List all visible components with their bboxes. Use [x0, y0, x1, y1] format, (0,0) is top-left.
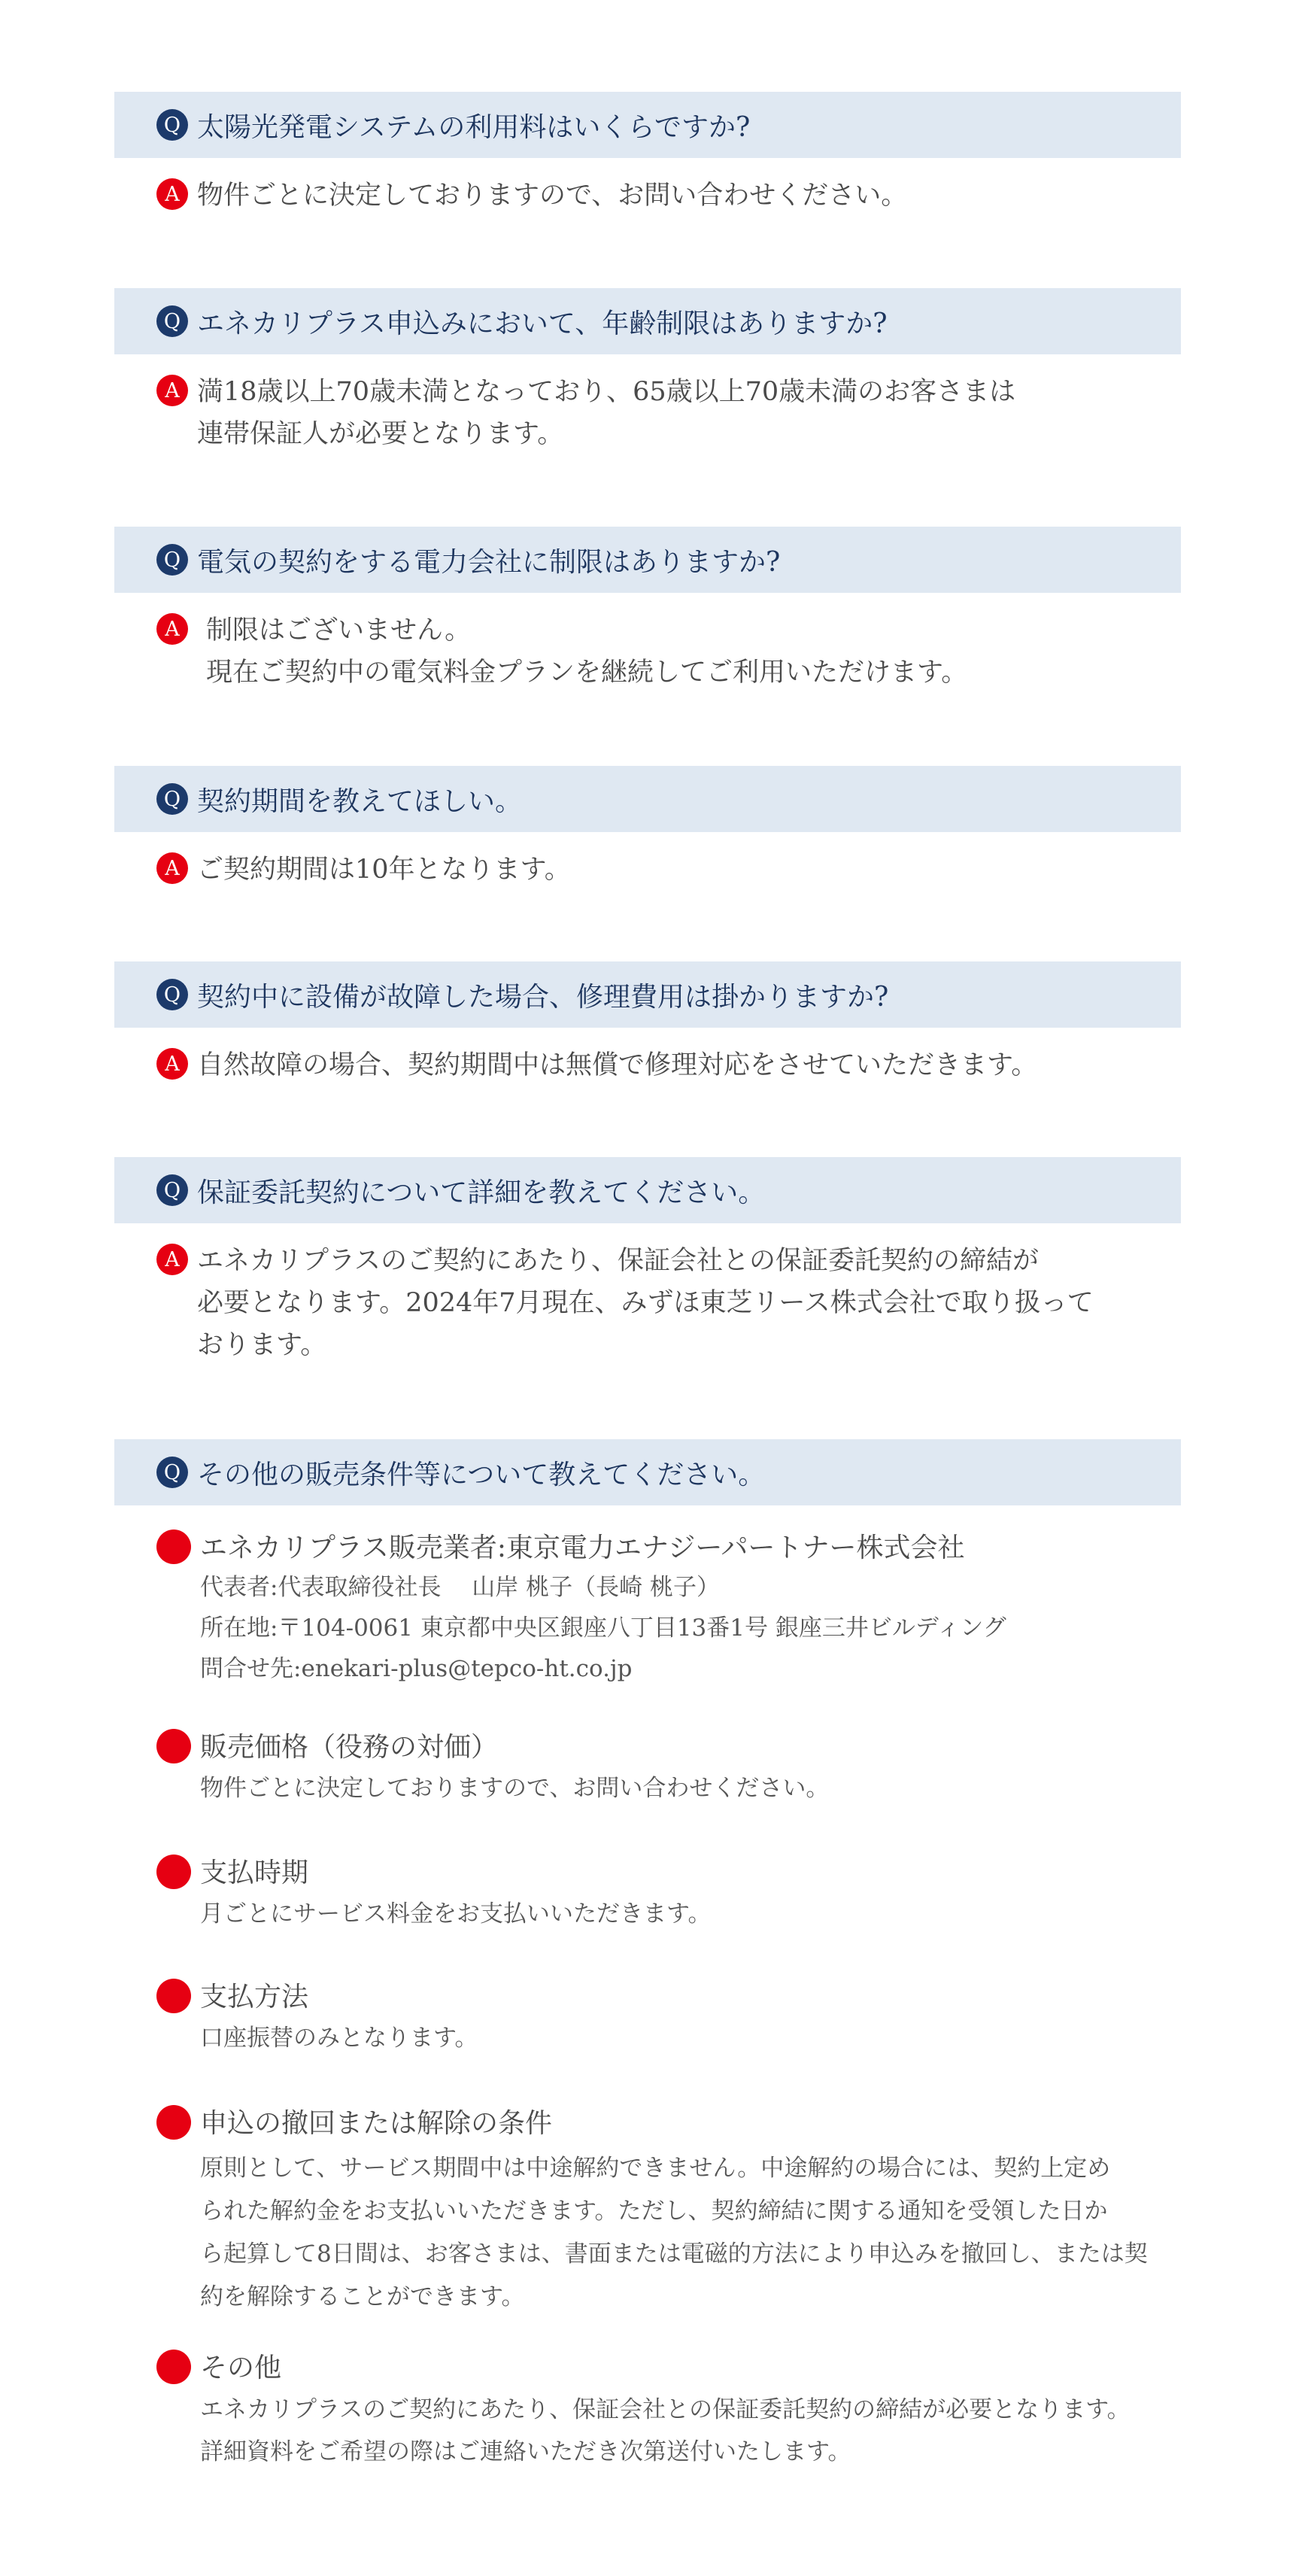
answer-text: 物件ごとに決定しておりますので、お問い合わせください。 — [197, 181, 908, 211]
red-dot-icon — [156, 1979, 191, 2013]
faq-item-5 — [114, 961, 1181, 1086]
info-lines: 口座振替のみとなります。 — [200, 2025, 478, 2052]
info-lines: エネカリプラスのご契約にあたり、保証会社との保証委託契約の締結が必要となります。 詳細資料をご希望の際はご連絡いただき次第送付いたします。 — [200, 2396, 1131, 2465]
info-title: 販売価格（役務の対価） — [200, 1732, 499, 1763]
info-title: その他 — [200, 2353, 282, 2383]
answer-row — [114, 609, 1181, 694]
answer-icon: A — [156, 1048, 188, 1080]
faq-item-3 — [114, 527, 1181, 694]
question-bar — [114, 1157, 1181, 1223]
question-icon: Q — [156, 109, 188, 141]
info-lines: 月ごとにサービス料金をお支払いいただきます。 — [200, 1900, 712, 1927]
question-text: 電気の契約をする電力会社に制限はありますか? — [197, 546, 781, 578]
question-text: 太陽光発電システムの利用料はいくらですか? — [197, 111, 751, 143]
question-icon: Q — [156, 544, 188, 576]
question-text: その他の販売条件等について教えてください。 — [197, 1459, 766, 1490]
info-title: 申込の撤回または解除の条件 — [200, 2108, 553, 2139]
question-icon: Q — [156, 1457, 188, 1488]
answer-icon: A — [156, 613, 188, 645]
question-bar — [114, 961, 1181, 1028]
answer-text: 満18歳以上70歳未満となっており、65歳以上70歳未満のお客さまは 連帯保証人が必要となります。 — [197, 377, 1016, 449]
question-bar — [114, 766, 1181, 832]
answer-icon: A — [156, 1244, 188, 1275]
question-text: 保証委託契約について詳細を教えてください。 — [197, 1177, 766, 1208]
answer-icon: A — [156, 375, 188, 406]
question-icon: Q — [156, 783, 188, 815]
info-title: 支払時期 — [200, 1858, 309, 1888]
question-text: エネカリプラス申込みにおいて、年齢制限はありますか? — [197, 308, 888, 339]
answer-text: 自然故障の場合、契約期間中は無償で修理対応をさせていただきます。 — [197, 1050, 1038, 1080]
answer-text: エネカリプラスのご契約にあたり、保証会社との保証委託契約の締結が 必要となります。2024年7月現在、みずほ東芝リース株式会社で取り扱って おります。 — [197, 1246, 1094, 1360]
question-bar — [114, 288, 1181, 354]
question-bar — [114, 1439, 1181, 1505]
answer-icon: A — [156, 178, 188, 210]
red-dot-icon — [156, 1855, 191, 1889]
answer-row — [114, 371, 1181, 455]
question-text: 契約中に設備が故障した場合、修理費用は掛かりますか? — [197, 981, 889, 1013]
red-dot-icon — [156, 1729, 191, 1763]
answer-row — [114, 175, 1181, 217]
faq-item-1 — [114, 92, 1181, 217]
red-dot-icon — [156, 2105, 191, 2140]
red-dot-icon — [156, 2350, 191, 2384]
faq-item-7 — [114, 1439, 1181, 1505]
question-text: 契約期間を教えてほしい。 — [197, 785, 523, 817]
faq-item-4 — [114, 766, 1181, 891]
answer-icon: A — [156, 852, 188, 884]
question-icon: Q — [156, 1174, 188, 1206]
answer-text: 制限はございません。 現在ご契約中の電気料金プランを継続してご利用いただけます。 — [206, 615, 968, 688]
info-title: エネカリプラス販売業者:東京電力エナジーパートナー株式会社 — [200, 1533, 965, 1563]
info-lines: 代表者:代表取締役社長 山岸 桃子（長崎 桃子） 所在地:〒104-0061 東京都中央区銀座八丁目13番1号 銀座三井ビルディング 問合せ先:enekari-plus@tepco-ht.co.jp — [200, 1574, 1006, 1682]
info-title: 支払方法 — [200, 1982, 309, 2012]
info-lines: 原則として、サービス期間中は中途解約できません。中途解約の場合には、契約上定め られた解約金をお支払いいただきます。ただし、契約締結に関する通知を受領した日か ら起算して8日間は、お客さまは、書面または電磁的方法により申込みを撤回し、または契 約を解除することができます。 — [200, 2155, 1148, 2310]
answer-row — [114, 849, 1181, 891]
info-lines: 物件ごとに決定しておりますので、お問い合わせください。 — [200, 1775, 830, 1802]
red-dot-icon — [156, 1530, 191, 1564]
question-icon: Q — [156, 305, 188, 337]
question-bar — [114, 92, 1181, 158]
answer-row — [114, 1044, 1181, 1086]
question-bar — [114, 527, 1181, 593]
faq-item-2 — [114, 288, 1181, 455]
answer-row — [114, 1240, 1181, 1366]
faq-item-6 — [114, 1157, 1181, 1366]
question-icon: Q — [156, 979, 188, 1010]
answer-text: ご契約期間は10年となります。 — [197, 855, 571, 885]
